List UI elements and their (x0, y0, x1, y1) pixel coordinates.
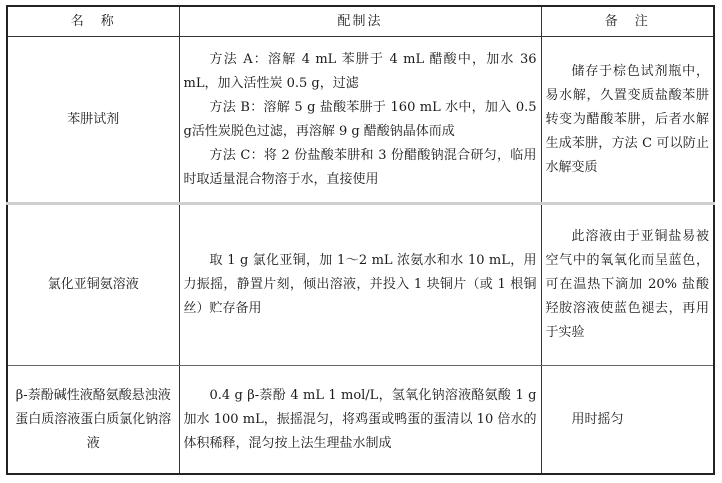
reagent-table (6, 5, 715, 475)
header-method: 配制法 (179, 6, 541, 37)
remark-text: 储存于棕色试剂瓶中，易水解，久置变质盐酸苯肼转变为醋酸苯肼，后者水解生成苯肼，方法 C 可以防止水解变质 (545, 63, 709, 175)
remark (541, 37, 714, 204)
header-note: 备 注 (541, 6, 714, 37)
table-row (7, 366, 714, 475)
table-row (7, 37, 714, 204)
method-paragraph: 取 1 g 氯化亚铜，加 1～2 mL 浓氨水和水 10 mL，用力振摇，静置片刻，倾出溶液，并投入 1 块铜片（或 1 根铜丝）贮存备用 (183, 253, 537, 316)
method-paragraph: 方法 A：溶解 4 mL 苯肼于 4 mL 醋酸中，加水 36 mL，加入活性炭 0.5 g，过滤 (183, 51, 537, 91)
remark (541, 204, 714, 366)
method-paragraph: 方法 C：将 2 份盐酸苯肼和 3 份醋酸钠混合研匀，临用时取适量混合物溶于水，直接使用 (183, 147, 537, 187)
reagent-name: β-萘酚碱性液酪氨酸悬浊液蛋白质溶液蛋白质氯化钠溶液 (7, 366, 179, 475)
method-paragraph: 方法 B：溶解 5 g 盐酸苯肼于 160 mL 水中，加入 0.5 g活性炭脱色过滤，再溶解 9 g 醋酸钠晶体而成 (183, 99, 537, 139)
remark (541, 366, 714, 475)
header-row (7, 6, 714, 37)
reagent-name: 氯化亚铜氨溶液 (7, 204, 179, 366)
preparation-method (179, 37, 541, 204)
remark-text: 用时摇匀 (571, 411, 624, 427)
preparation-method (179, 204, 541, 366)
remark-text: 此溶液由于亚铜盐易被空气中的氧氧化而呈蓝色，可在温热下滴加 20% 盐酸羟胺溶液使蓝色褪去，再用于实验 (545, 229, 709, 340)
method-paragraph: 0.4 g β-萘酚 4 mL 1 mol/L，氢氧化钠溶液酪氨酸 1 g加水 100 mL，振摇混匀，将鸡蛋或鸭蛋的蛋清以 10 倍水的体积稀释，混匀按上法生理盐水制成 (183, 387, 537, 451)
header-name: 名 称 (7, 6, 179, 37)
preparation-method (179, 366, 541, 475)
reagent-name: 苯肼试剂 (7, 37, 179, 204)
table-row (7, 204, 714, 366)
